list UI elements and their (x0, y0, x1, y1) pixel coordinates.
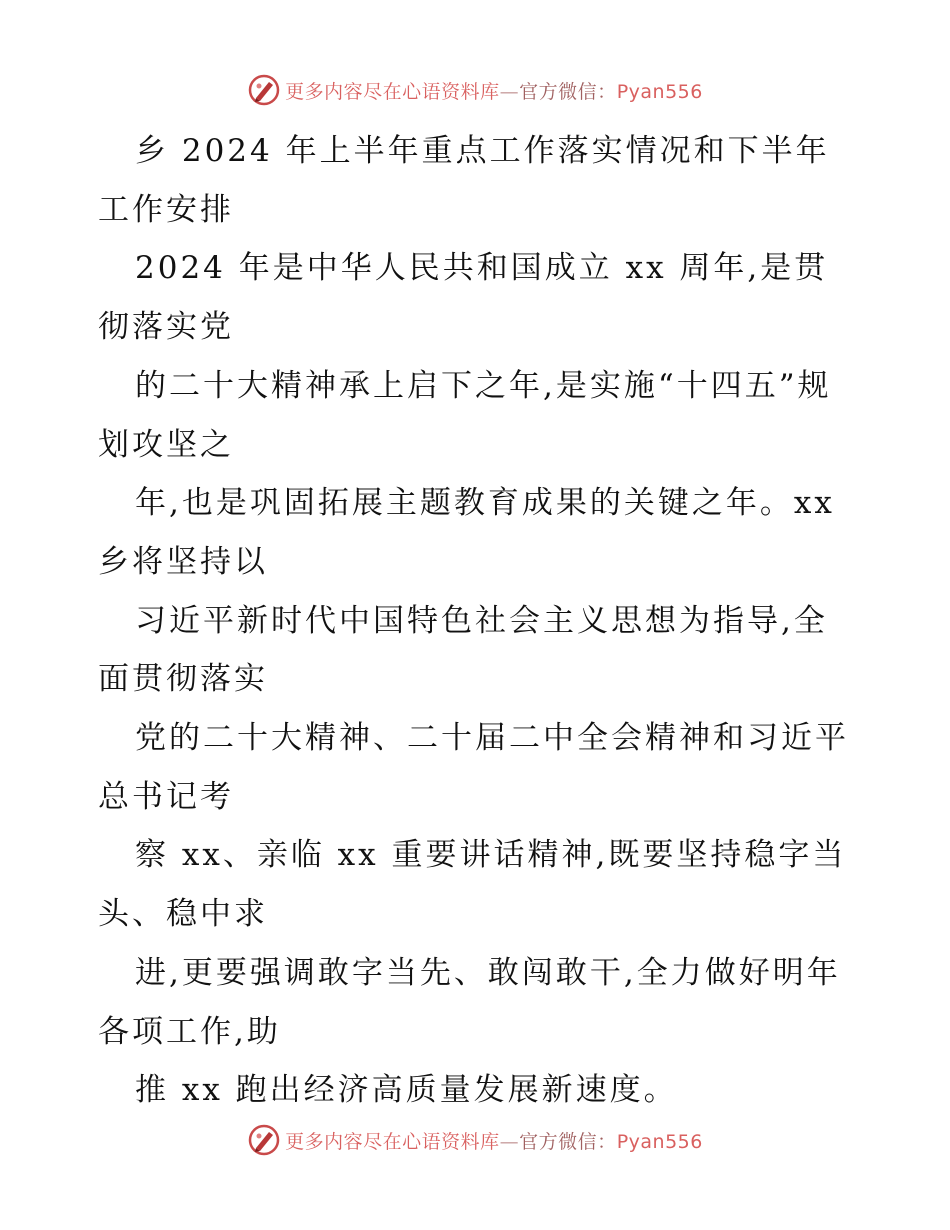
document-title: 乡 2024 年上半年重点工作落实情况和下半年工作安排 (98, 133, 830, 228)
watermark-text (285, 77, 703, 104)
watermark-official: 官方微信： (519, 1130, 617, 1153)
paragraph: 党的二十大精神、二十届二中全会精神和习近平总书记考 (98, 720, 849, 815)
paragraph: 年,也是巩固拓展主题教育成果的关键之年。xx 乡将坚持以 (98, 485, 835, 580)
watermark-id: Pyan556 (616, 1130, 703, 1153)
watermark-main: 更多内容尽在心语资料库 (285, 80, 500, 103)
watermark-dash: — (499, 80, 520, 103)
paragraph: 察 xx、亲临 xx 重要讲话精神,既要坚持稳字当头、稳中求 (98, 837, 847, 933)
document-body (98, 122, 858, 1120)
paragraph: 的二十大精神承上启下之年,是实施“十四五”规划攻坚之 (98, 367, 832, 463)
watermark-main: 更多内容尽在心语资料库 (285, 1130, 500, 1153)
footer-watermark (0, 1120, 950, 1160)
pen-logo-icon (247, 1123, 281, 1157)
paragraph: 推 xx 跑出经济高质量发展新速度。 (135, 1072, 678, 1109)
paragraph: 2024 年是中华人民共和国成立 xx 周年,是贯彻落实党 (98, 250, 829, 346)
watermark-id: Pyan556 (616, 80, 703, 103)
paragraph: 进,更要强调敢字当先、敢闯敢干,全力做好明年各项工作,助 (98, 954, 841, 1050)
header-watermark (0, 70, 950, 110)
watermark-dash: — (499, 1130, 520, 1153)
pen-logo-icon (247, 73, 281, 107)
watermark-official: 官方微信： (519, 80, 617, 103)
watermark-text (285, 1127, 703, 1154)
paragraph: 习近平新时代中国特色社会主义思想为指导,全面贯彻落实 (98, 602, 828, 698)
